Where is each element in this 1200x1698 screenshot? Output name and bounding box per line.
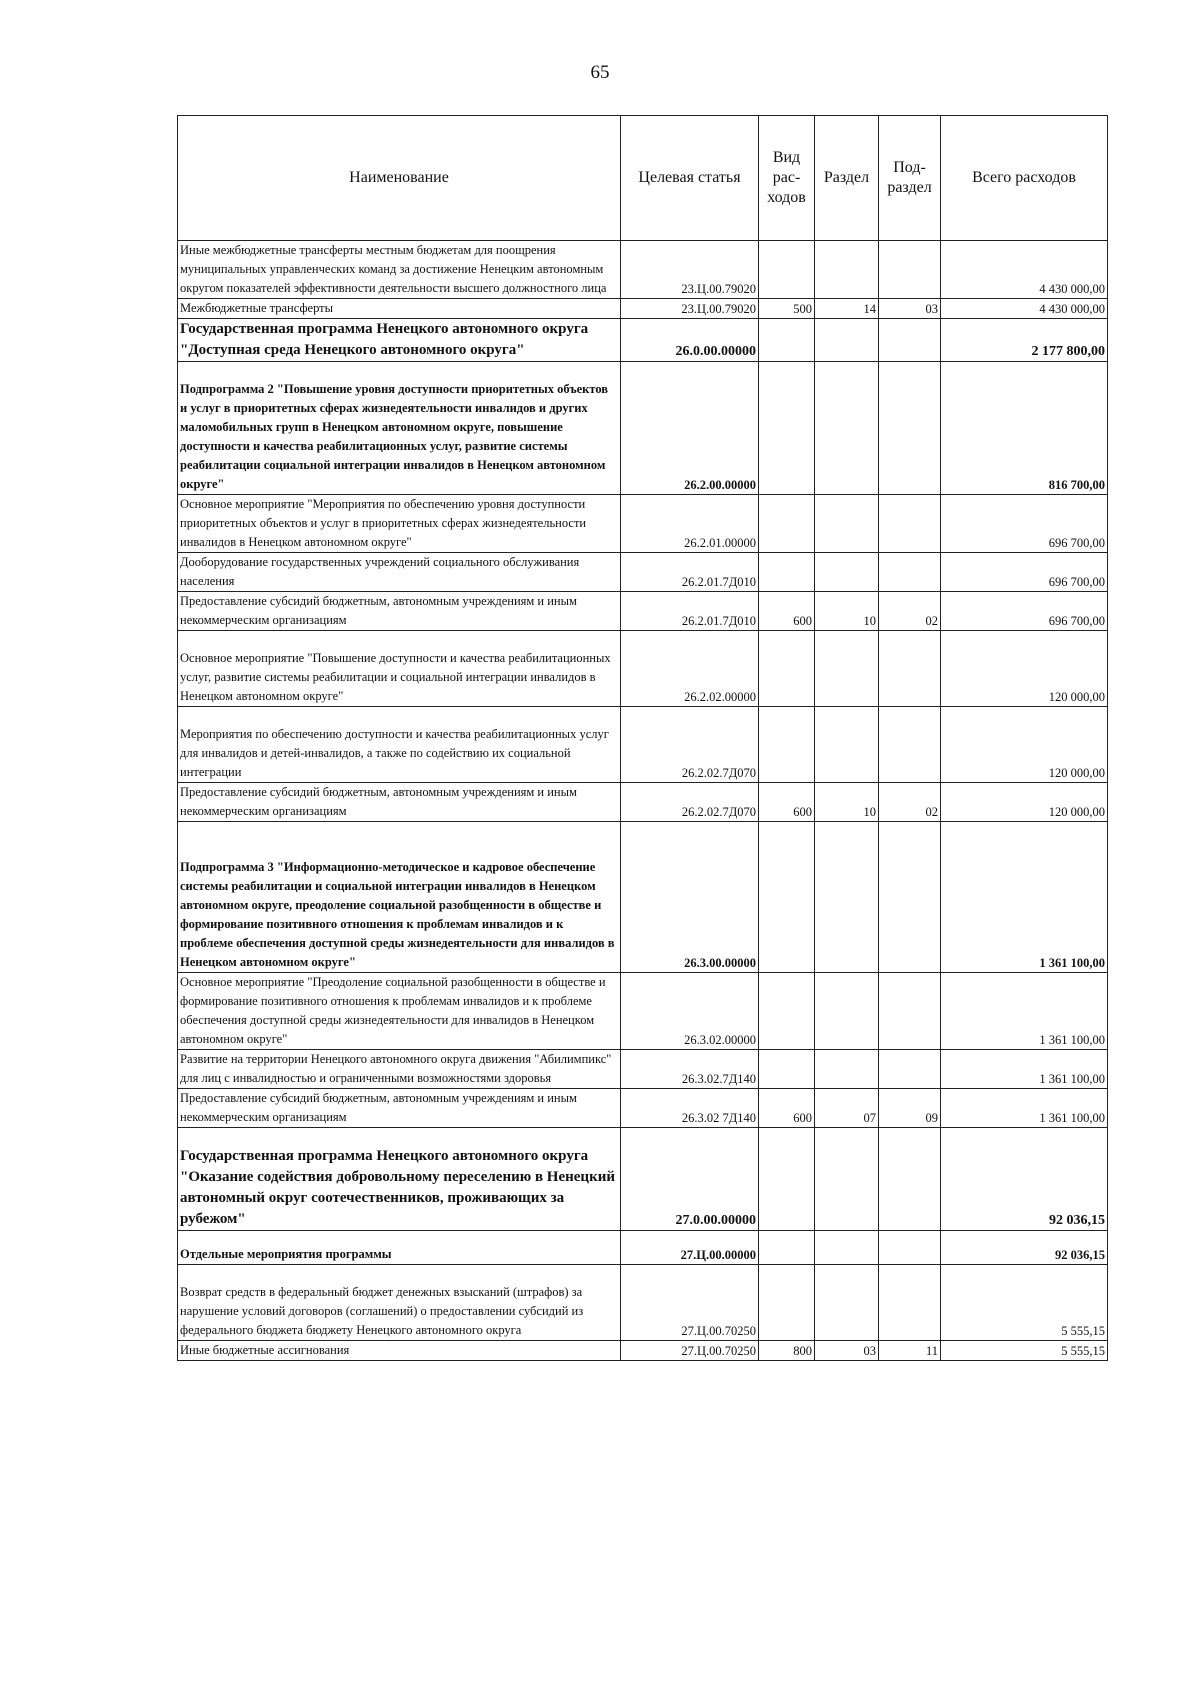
row-name: Подпрограмма 3 "Информационно-методическое и кадровое обеспечение системы реабилитации и социальной интеграции инвалидов в Ненецком автономном округе, преодоление социальной разобщенности в обществе и формирование позитивного отношения к проблемам инвалидов и к проблеме обеспечения доступной среды жизнедеятельности для инвалидов в Ненецком автономном округе" <box>178 822 621 973</box>
row-razdel: 03 <box>815 1341 879 1361</box>
table-row <box>178 553 1108 592</box>
table-row <box>178 319 1108 362</box>
row-total: 120 000,00 <box>941 783 1108 822</box>
row-razdel <box>815 362 879 495</box>
row-target-code: 27.0.00.00000 <box>621 1128 759 1231</box>
row-name: Государственная программа Ненецкого автономного округа "Оказание содействия добровольному переселению в Ненецкий автономный округ соотечественников, проживающих за рубежом" <box>178 1128 621 1231</box>
row-name: Основное мероприятие "Мероприятия по обеспечению уровня доступности приоритетных объектов и услуг в приоритетных сферах жизнедеятельности инвалидов в Ненецком автономном округе" <box>178 495 621 553</box>
row-target-code: 27.Ц.00.70250 <box>621 1341 759 1361</box>
column-header-razdel: Раздел <box>815 116 879 241</box>
table-row <box>178 707 1108 783</box>
row-razdel <box>815 1265 879 1341</box>
row-total: 4 430 000,00 <box>941 299 1108 319</box>
row-vid <box>759 1128 815 1231</box>
row-podrazdel: 02 <box>879 783 941 822</box>
row-podrazdel <box>879 1128 941 1231</box>
row-razdel <box>815 553 879 592</box>
row-total: 120 000,00 <box>941 707 1108 783</box>
row-podrazdel <box>879 241 941 299</box>
row-razdel <box>815 241 879 299</box>
row-podrazdel <box>879 553 941 592</box>
row-total: 5 555,15 <box>941 1341 1108 1361</box>
row-vid: 600 <box>759 783 815 822</box>
row-total: 92 036,15 <box>941 1231 1108 1265</box>
table-row <box>178 1231 1108 1265</box>
row-name: Иные бюджетные ассигнования <box>178 1341 621 1361</box>
row-podrazdel <box>879 495 941 553</box>
row-total: 1 361 100,00 <box>941 822 1108 973</box>
column-header-name: Наименование <box>178 116 621 241</box>
table-row <box>178 822 1108 973</box>
row-razdel <box>815 319 879 362</box>
column-header-target: Целевая статья <box>621 116 759 241</box>
row-razdel: 10 <box>815 783 879 822</box>
row-vid: 800 <box>759 1341 815 1361</box>
row-target-code: 26.2.02.00000 <box>621 631 759 707</box>
table-row <box>178 783 1108 822</box>
table-row <box>178 495 1108 553</box>
row-total: 1 361 100,00 <box>941 1089 1108 1128</box>
row-target-code: 26.2.01.00000 <box>621 495 759 553</box>
row-vid <box>759 973 815 1050</box>
table-row <box>178 1265 1108 1341</box>
row-target-code: 26.3.02.7Д140 <box>621 1050 759 1089</box>
row-target-code: 26.2.01.7Д010 <box>621 553 759 592</box>
row-podrazdel <box>879 362 941 495</box>
table-row <box>178 241 1108 299</box>
row-vid <box>759 362 815 495</box>
row-target-code: 26.0.00.00000 <box>621 319 759 362</box>
row-razdel <box>815 973 879 1050</box>
table-row <box>178 1050 1108 1089</box>
row-razdel: 10 <box>815 592 879 631</box>
row-name: Иные межбюджетные трансферты местным бюджетам для поощрения муниципальных управленческих команд за достижение Ненецким автономным округом показателей эффективности деятельности высшего должностного лица <box>178 241 621 299</box>
row-name: Мероприятия по обеспечению доступности и качества реабилитационных услуг для инвалидов и детей-инвалидов, а также по содействию их социальной интеграции <box>178 707 621 783</box>
row-razdel: 07 <box>815 1089 879 1128</box>
row-name: Предоставление субсидий бюджетным, автономным учреждениям и иным некоммерческим организациям <box>178 1089 621 1128</box>
row-vid <box>759 1231 815 1265</box>
table-row <box>178 362 1108 495</box>
row-target-code: 27.Ц.00.00000 <box>621 1231 759 1265</box>
row-vid <box>759 822 815 973</box>
row-vid <box>759 495 815 553</box>
budget-table <box>177 115 1108 1361</box>
row-name: Развитие на территории Ненецкого автономного округа движения "Абилимпикс" для лиц с инвалидностью и ограниченными возможностями здоровья <box>178 1050 621 1089</box>
row-podrazdel <box>879 1231 941 1265</box>
row-name: Межбюджетные трансферты <box>178 299 621 319</box>
table-row <box>178 1089 1108 1128</box>
table-header-row <box>178 116 1108 241</box>
row-name: Предоставление субсидий бюджетным, автономным учреждениям и иным некоммерческим организациям <box>178 592 621 631</box>
table-row <box>178 1341 1108 1361</box>
row-name: Предоставление субсидий бюджетным, автономным учреждениям и иным некоммерческим организациям <box>178 783 621 822</box>
row-podrazdel: 11 <box>879 1341 941 1361</box>
row-razdel <box>815 631 879 707</box>
column-header-vid: Вид рас-ходов <box>759 116 815 241</box>
column-header-podrazdel: Под-раздел <box>879 116 941 241</box>
table-row <box>178 592 1108 631</box>
row-vid: 600 <box>759 1089 815 1128</box>
row-total: 5 555,15 <box>941 1265 1108 1341</box>
row-target-code: 27.Ц.00.70250 <box>621 1265 759 1341</box>
row-podrazdel <box>879 631 941 707</box>
row-total: 92 036,15 <box>941 1128 1108 1231</box>
row-vid <box>759 1050 815 1089</box>
row-target-code: 26.3.00.00000 <box>621 822 759 973</box>
row-total: 2 177 800,00 <box>941 319 1108 362</box>
row-name: Основное мероприятие "Повышение доступности и качества реабилитационных услуг, развитие системы реабилитации и социальной интеграции инвалидов в Ненецком автономном округе" <box>178 631 621 707</box>
row-total: 816 700,00 <box>941 362 1108 495</box>
row-podrazdel <box>879 319 941 362</box>
row-podrazdel <box>879 1265 941 1341</box>
page-number: 65 <box>590 62 610 83</box>
row-total: 4 430 000,00 <box>941 241 1108 299</box>
row-total: 696 700,00 <box>941 495 1108 553</box>
row-target-code: 26.2.02.7Д070 <box>621 707 759 783</box>
row-podrazdel <box>879 707 941 783</box>
row-podrazdel: 09 <box>879 1089 941 1128</box>
row-name: Дооборудование государственных учреждений социального обслуживания населения <box>178 553 621 592</box>
column-header-total: Всего расходов <box>941 116 1108 241</box>
row-name: Отдельные мероприятия программы <box>178 1231 621 1265</box>
row-target-code: 26.2.00.00000 <box>621 362 759 495</box>
row-vid: 500 <box>759 299 815 319</box>
row-target-code: 26.2.02.7Д070 <box>621 783 759 822</box>
row-podrazdel <box>879 973 941 1050</box>
row-razdel <box>815 707 879 783</box>
row-razdel: 14 <box>815 299 879 319</box>
row-total: 696 700,00 <box>941 592 1108 631</box>
table-row <box>178 973 1108 1050</box>
row-name: Возврат средств в федеральный бюджет денежных взысканий (штрафов) за нарушение условий договоров (соглашений) о предоставлении субсидий из федерального бюджета бюджету Ненецкого автономного округа <box>178 1265 621 1341</box>
row-razdel <box>815 495 879 553</box>
row-vid <box>759 1265 815 1341</box>
row-podrazdel <box>879 1050 941 1089</box>
row-total: 120 000,00 <box>941 631 1108 707</box>
table-body <box>178 241 1108 1361</box>
row-target-code: 26.2.01.7Д010 <box>621 592 759 631</box>
row-total: 1 361 100,00 <box>941 973 1108 1050</box>
table-row <box>178 631 1108 707</box>
row-razdel <box>815 1050 879 1089</box>
row-total: 1 361 100,00 <box>941 1050 1108 1089</box>
row-total: 696 700,00 <box>941 553 1108 592</box>
table-row <box>178 299 1108 319</box>
row-vid <box>759 553 815 592</box>
row-podrazdel: 03 <box>879 299 941 319</box>
row-name: Подпрограмма 2 "Повышение уровня доступности приоритетных объектов и услуг в приоритетных сферах жизнедеятельности инвалидов и других маломобильных групп в Ненецком автономном округе, повышение доступности и качества реабилитационных услуг, развитие системы реабилитации социальной интеграции инвалидов в Ненецком автономном округе" <box>178 362 621 495</box>
row-target-code: 23.Ц.00.79020 <box>621 299 759 319</box>
row-vid: 600 <box>759 592 815 631</box>
row-vid <box>759 319 815 362</box>
row-target-code: 26.3.02 7Д140 <box>621 1089 759 1128</box>
row-name: Государственная программа Ненецкого автономного округа "Доступная среда Ненецкого автономного округа" <box>178 319 621 362</box>
row-podrazdel <box>879 822 941 973</box>
row-razdel <box>815 1231 879 1265</box>
row-target-code: 26.3.02.00000 <box>621 973 759 1050</box>
row-razdel <box>815 822 879 973</box>
table-row <box>178 1128 1108 1231</box>
row-vid <box>759 631 815 707</box>
row-name: Основное мероприятие "Преодоление социальной разобщенности в обществе и формирование позитивного отношения к проблемам инвалидов и к проблеме обеспечения доступной среды жизнедеятельности для инвалидов в Ненецком автономном округе" <box>178 973 621 1050</box>
row-podrazdel: 02 <box>879 592 941 631</box>
row-razdel <box>815 1128 879 1231</box>
row-target-code: 23.Ц.00.79020 <box>621 241 759 299</box>
row-vid <box>759 241 815 299</box>
row-vid <box>759 707 815 783</box>
